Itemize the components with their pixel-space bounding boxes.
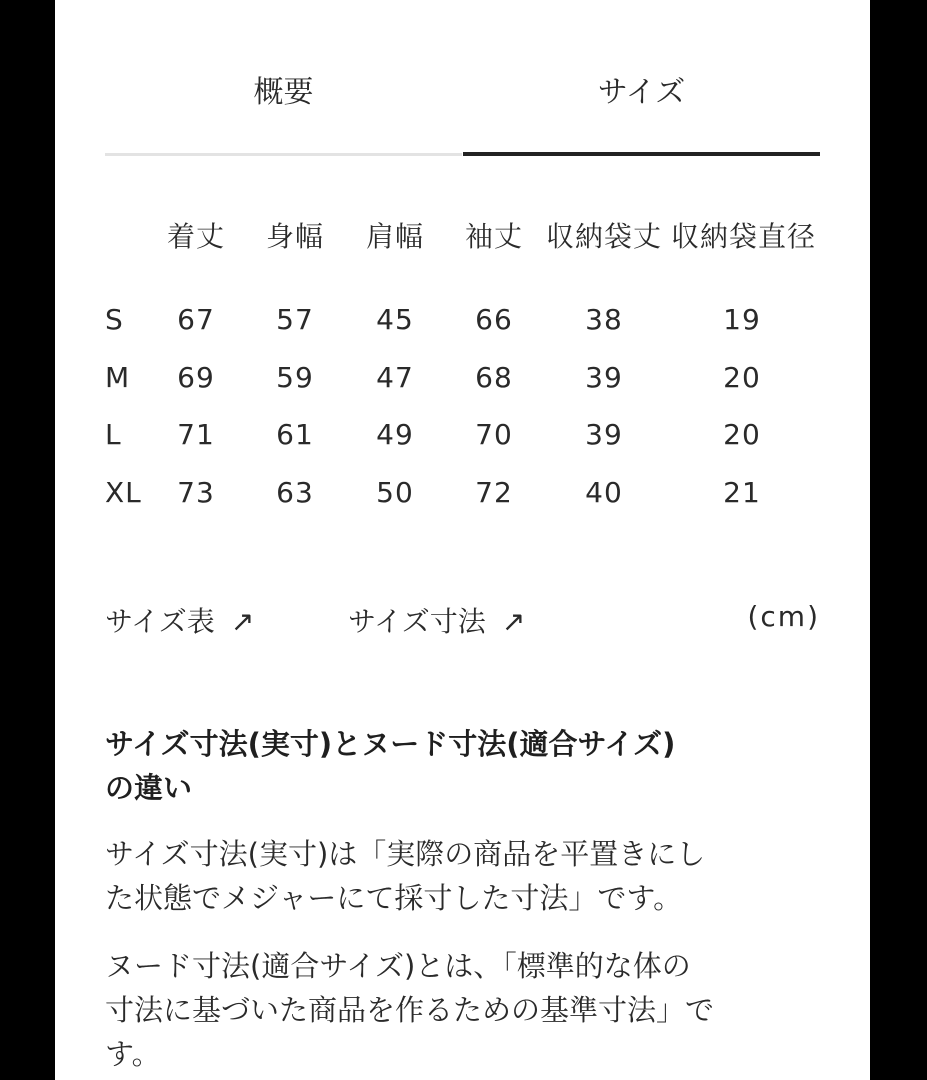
table-cell: 57 (276, 303, 314, 336)
unit-label: (cm) (747, 600, 820, 633)
table-cell: 72 (475, 476, 513, 509)
table-cell: 73 (177, 476, 215, 509)
section-title (105, 722, 820, 810)
table-cell: 40 (585, 476, 623, 509)
column-header-shoulder: 肩幅 (365, 220, 424, 253)
paragraph-line: す。 (105, 1037, 161, 1071)
column-header-width: 身幅 (265, 220, 324, 253)
links-row (105, 600, 820, 640)
tab-overview-label: 概要 (253, 75, 314, 110)
size-label: S (105, 303, 124, 336)
tab-size-label: サイズ (597, 75, 686, 110)
size-label: M (105, 361, 131, 394)
table-cell: 66 (475, 303, 513, 336)
size-measure-link[interactable] (348, 600, 525, 640)
table-cell: 39 (585, 418, 623, 451)
size-chart-link-label: サイズ表 (105, 605, 215, 638)
table-cell: 70 (475, 418, 513, 451)
table-cell: 50 (376, 476, 414, 509)
table-cell: 71 (177, 418, 215, 451)
size-label: XL (105, 476, 142, 509)
table-cell: 63 (276, 476, 314, 509)
table-cell: 49 (376, 418, 414, 451)
size-chart-link[interactable] (105, 600, 254, 640)
size-measure-link-label: サイズ寸法 (348, 605, 486, 638)
section-title-line: サイズ寸法(実寸)とヌード寸法(適合サイズ) (105, 727, 676, 761)
table-cell: 59 (276, 361, 314, 394)
table-cell: 47 (376, 361, 414, 394)
external-arrow-icon: ↗ (230, 605, 255, 638)
paragraph-actual-size (105, 832, 820, 920)
table-cell: 67 (177, 303, 215, 336)
paragraph-line: た状態でメジャーにて採寸した寸法」です。 (105, 881, 683, 915)
column-header-sleeve: 袖丈 (464, 220, 523, 253)
table-cell: 20 (723, 418, 761, 451)
size-table (55, 0, 870, 520)
paragraph-nude-size (105, 944, 820, 1076)
column-header-bag-length: 収納袋丈 (545, 220, 662, 253)
size-label: L (105, 418, 122, 451)
table-cell: 45 (376, 303, 414, 336)
table-cell: 69 (177, 361, 215, 394)
table-cell: 68 (475, 361, 513, 394)
table-cell: 39 (585, 361, 623, 394)
table-cell: 61 (276, 418, 314, 451)
table-cell: 20 (723, 361, 761, 394)
paragraph-line: ヌード寸法(適合サイズ)とは、「標準的な体の (105, 949, 691, 983)
table-cell: 38 (585, 303, 623, 336)
section-title-line: の違い (105, 771, 193, 805)
table-cell: 19 (723, 303, 761, 336)
column-header-length: 着丈 (166, 220, 225, 253)
table-cell: 21 (723, 476, 761, 509)
column-header-bag-diameter: 収納袋直径 (670, 220, 816, 253)
paragraph-line: 寸法に基づいた商品を作るための基準寸法」で (105, 993, 715, 1027)
paragraph-line: サイズ寸法(実寸)は「実際の商品を平置きにし (105, 837, 706, 871)
external-arrow-icon: ↗ (501, 605, 526, 638)
size-info-panel (55, 0, 870, 1080)
